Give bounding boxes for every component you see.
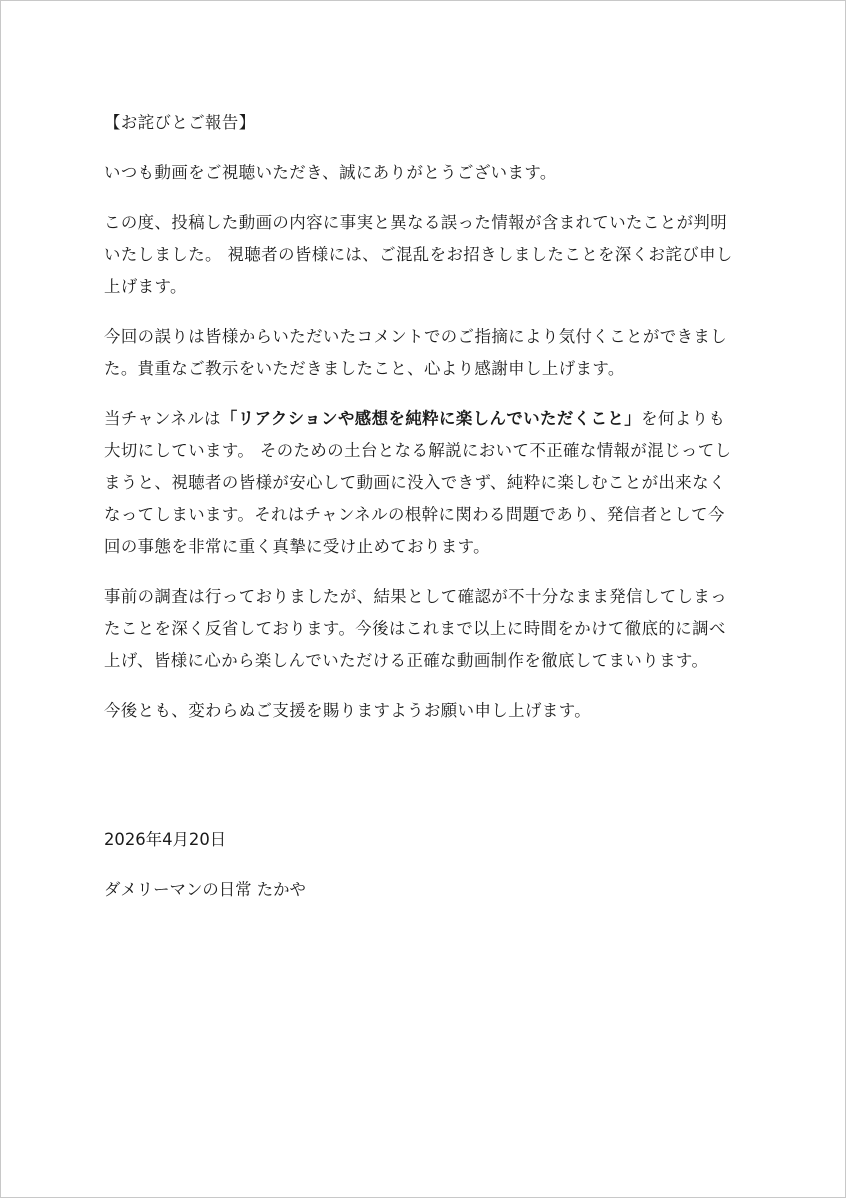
- apology-line: いたしました。 視聴者の皆様には、ご混乱をお招きしましたことを深くお詫び申し: [104, 245, 733, 264]
- reflection-line: たことを深く反省しております。今後はこれまで以上に時間をかけて徹底的に調べ: [104, 619, 726, 638]
- apology-line: 上げます。: [104, 277, 187, 296]
- policy-line: 回の事態を非常に重く真摯に受け止めております。: [104, 537, 491, 556]
- policy-line: まうと、視聴者の皆様が安心して動画に没入できず、純粋に楽しむことが出来なく: [104, 473, 726, 492]
- document-signature: ダメリーマンの日常 たかや: [104, 880, 306, 899]
- policy-pre-text: 当チャンネルは: [104, 409, 221, 428]
- reflection-line: 上げ、皆様に心から楽しんでいただける正確な動画制作を徹底してまいります。: [104, 651, 709, 670]
- policy-post-text: を何よりも: [641, 409, 726, 428]
- policy-emphasis: 「リアクションや感想を純粋に楽しんでいただくこと」: [220, 409, 642, 428]
- greeting-paragraph: いつも動画をご視聴いただき、誠にありがとうございます。: [104, 163, 557, 182]
- thanks-line: た。貴重なご教示をいただきましたこと、心より感謝申し上げます。: [104, 359, 625, 378]
- document-date: 2026年4月20日: [104, 830, 227, 849]
- document-heading: 【お詫びとご報告】: [104, 113, 256, 132]
- reflection-paragraph: [104, 581, 764, 677]
- apology-paragraph: [104, 207, 764, 303]
- channel-policy-paragraph: [104, 403, 764, 563]
- policy-line: 大切にしています。 そのための土台となる解説において不正確な情報が混じってし: [104, 441, 732, 460]
- thanks-paragraph: [104, 321, 764, 385]
- document-body: [104, 107, 764, 727]
- policy-line: [104, 403, 764, 435]
- apology-line: この度、投稿した動画の内容に事実と異なる誤った情報が含まれていたことが判明: [104, 213, 728, 232]
- policy-line: なってしまいます。それはチャンネルの根幹に関わる問題であり、発信者として今: [104, 505, 725, 524]
- closing-paragraph: 今後とも、変わらぬご支援を賜りますようお願い申し上げます。: [104, 701, 592, 720]
- thanks-line: 今回の誤りは皆様からいただいたコメントでのご指摘により気付くことができまし: [104, 327, 728, 346]
- reflection-line: 事前の調査は行っておりましたが、結果として確認が不十分なまま発信してしまっ: [104, 587, 728, 606]
